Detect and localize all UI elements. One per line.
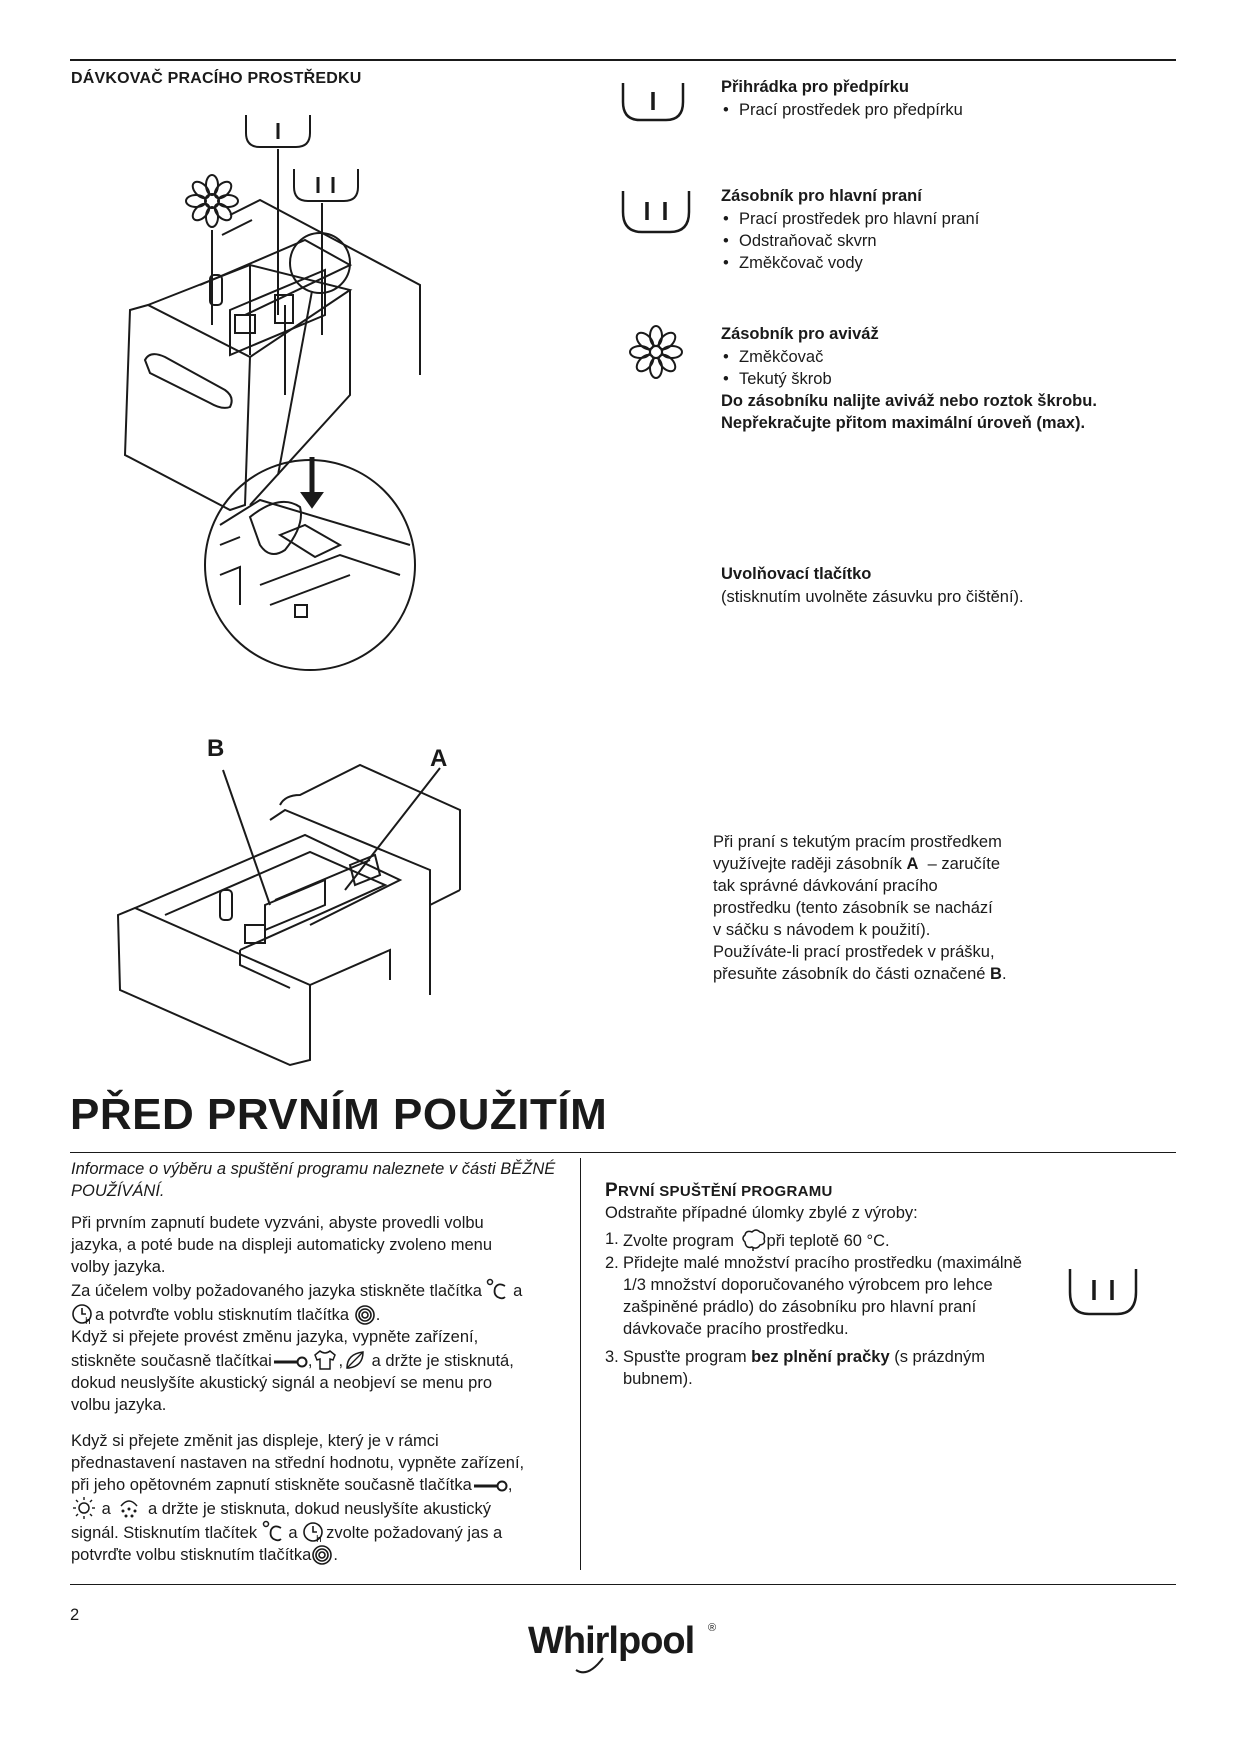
liquid-note-line: využívejte raději zásobník A – zaručíte (713, 855, 1001, 873)
compartment-I-icon (620, 80, 686, 124)
compartment-softener-title: Zásobník pro aviváž (721, 325, 879, 343)
sun-brightness-icon (71, 1496, 97, 1520)
first-program-lead: Odstraňte případné úlomky zbylé z výroby: (605, 1204, 918, 1222)
release-button-desc: (stisknutím uvolněte zásuvku pro čištění). (721, 588, 1024, 606)
compartment-softener-bullet: • Tekutý škrob (721, 368, 1191, 390)
liquid-detergent-note (713, 831, 1183, 985)
compartment-softener-bullet: • Změkčovač (721, 346, 1191, 368)
eco-icon (343, 1348, 367, 1372)
release-button-info (721, 565, 1171, 608)
label-A: A (430, 745, 448, 772)
softener-note-line1: Do zásobníku nalijte aviváž nebo roztok škrobu. (721, 392, 1097, 410)
liquid-note-line: v sáčku s návodem k použití). (713, 921, 931, 939)
heading-rule (70, 1152, 1176, 1153)
first-program-heading: PRVNÍ SPUŠTĚNÍ PROGRAMU (605, 1180, 833, 1201)
dispenser-drawer-illustration (110, 105, 460, 705)
delay-timer-icon (71, 1302, 95, 1326)
release-button-title: Uvolňovací tlačítko (721, 565, 872, 583)
dispenser-drawer-ab-illustration (110, 740, 480, 1070)
compartment-softener (721, 325, 1191, 434)
delay-timer-icon (302, 1520, 326, 1544)
first-program-step: 2. Přidejte malé množství pracího prostředku (maximálně 1/3 množství doporučovaného výrobcem pro lehce zašpiněné prádlo) do zásobníku pro hlavní praní dávkovače pracího prostředku. (605, 1254, 1022, 1338)
softener-note-line2: Nepřekračujte přitom maximální úroveň (max). (721, 414, 1086, 432)
brightness-paragraph: Když si přejete změnit jas displeje, který je v rámci přednastavení nastaven na střední hodnotu, vypněte zařízení, při jeho opětovném zapnutí stiskněte současně tlačítka , a a držte je stisknuta, dokud neuslyšíte akustický signál. Stisknutím tlačítek a h zvolte požadovaný jas a potvrďte volbu stisknutím tlačítka . (71, 1432, 525, 1564)
brand-logo: Whirlpool ® (528, 1620, 728, 1680)
flower-icon (626, 322, 686, 382)
key-lock-icon (472, 1476, 508, 1496)
compartment-main-wash-title: Zásobník pro hlavní praní (721, 187, 922, 205)
first-program-step: 1. Zvolte program při teplotě 60 °C. (605, 1230, 890, 1250)
page-number: 2 (70, 1606, 80, 1624)
liquid-note-line: tak správné dávkování pracího (713, 877, 938, 895)
cotton-icon (739, 1228, 767, 1252)
compartment-prewash-bullet: • Prací prostředek pro předpírku (721, 99, 1171, 121)
intro-italic: Informace o výběru a spuštění programu naleznete v části BĚŽNÉ POUŽÍVÁNÍ. (71, 1160, 556, 1200)
temperature-button-icon (486, 1278, 508, 1302)
first-use-left-column (71, 1158, 561, 1566)
compartment-main-wash-bullet: • Změkčovač vody (721, 252, 1171, 274)
liquid-note-line: Při praní s tekutým pracím prostředkem (713, 833, 1002, 851)
compartment-II-icon (620, 188, 692, 236)
liquid-note-line: Používáte-li prací prostředek v prášku, (713, 943, 995, 961)
label-B: B (207, 735, 225, 762)
first-program-section (605, 1180, 1075, 1390)
first-program-step: 3. Spusťte program bez plnění pračky (s prázdným bubnem). (605, 1348, 985, 1388)
top-rule (70, 59, 1176, 61)
page-title-first-use: PŘED PRVNÍM POUŽITÍM (70, 1090, 608, 1139)
column-divider (580, 1158, 581, 1570)
section-title-dispenser: DÁVKOVAČ PRACÍHO PROSTŘEDKU (71, 70, 362, 87)
dispenser-b-ref: B (990, 965, 1002, 983)
dispenser-a-ref: A (906, 855, 919, 873)
start-spiral-icon (311, 1544, 333, 1566)
language-paragraph: Při prvním zapnutí budete vyzváni, abyste provedli volbu jazyka, a poté bude na displeji automaticky zvoleno menu volby jazyka. Za účelem volby požadovaného jazyka stiskněte tlačítka a h a potvrďte voblu stisknutím tlačítka . Když si přejete provést změnu jazyka, vypněte zařízení, stiskněte současně tlačítkai , , a držte je stisknutá, dokud neuslyšíte akustický signál a neobjeví se menu pro volbu jazyka. (71, 1214, 523, 1414)
liquid-note-line: prostředku (tento zásobník se nachází (713, 899, 993, 917)
temperature-button-icon (262, 1520, 284, 1544)
bottom-rule (70, 1584, 1176, 1585)
shirt-icon (312, 1348, 338, 1372)
key-lock-icon (272, 1352, 308, 1372)
compartment-prewash-title: Přihrádka pro předpírku (721, 78, 909, 96)
start-spiral-icon (354, 1304, 376, 1326)
compartment-main-wash-bullet: • Prací prostředek pro hlavní praní (721, 208, 1171, 230)
main-wash-compartment-icon (1067, 1266, 1139, 1318)
spin-drops-icon (115, 1496, 143, 1520)
liquid-note-line: přesuňte zásobník do části označené B. (713, 965, 1007, 983)
svg-text:h: h (85, 1317, 91, 1326)
svg-text:h: h (316, 1535, 322, 1544)
compartment-prewash (721, 78, 1171, 121)
compartment-main-wash (721, 187, 1171, 274)
compartment-main-wash-bullet: • Odstraňovač skvrn (721, 230, 1171, 252)
